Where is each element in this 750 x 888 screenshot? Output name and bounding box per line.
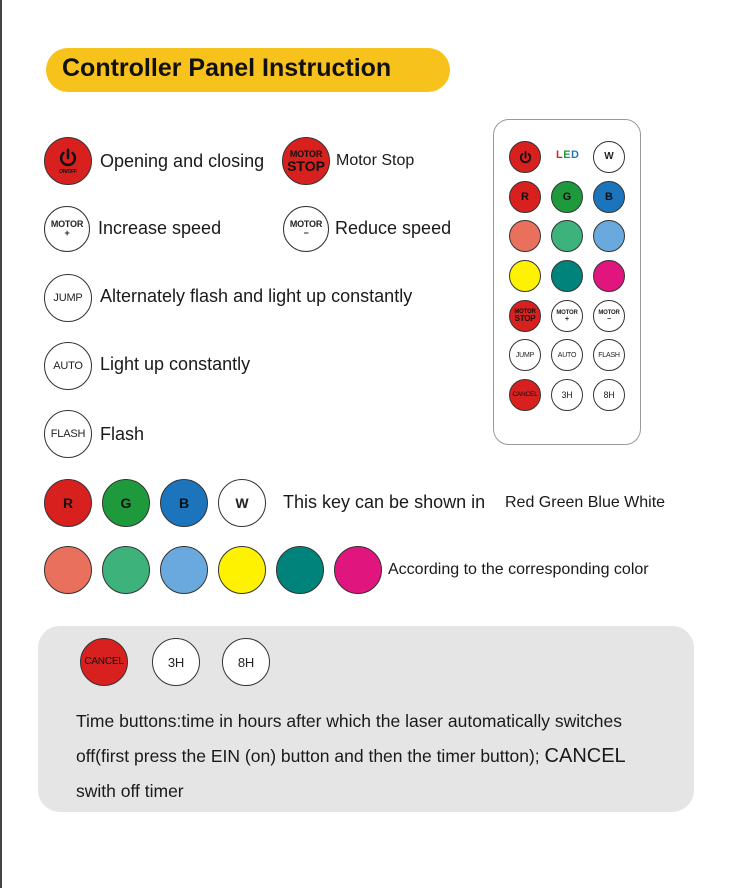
label-opening-closing: Opening and closing (100, 151, 265, 171)
w-button[interactable] (218, 479, 266, 527)
plus-text: + (565, 315, 569, 323)
remote-r-button[interactable] (509, 181, 541, 213)
remote-swatch-mint[interactable] (551, 220, 583, 252)
led-text: LED (556, 149, 580, 161)
remote-g-button[interactable] (551, 181, 583, 213)
w-text: W (604, 151, 614, 162)
8h-button[interactable] (222, 638, 270, 686)
motor-plus-button[interactable] (44, 206, 90, 252)
timer-description (76, 704, 676, 809)
swatch-sky[interactable] (160, 546, 208, 594)
left-border (0, 0, 2, 888)
swatch-mint[interactable] (102, 546, 150, 594)
remote-jump-button[interactable] (509, 339, 541, 371)
remote-motor-plus-button[interactable] (551, 300, 583, 332)
power-icon (57, 147, 79, 169)
swatch-teal[interactable] (276, 546, 324, 594)
swatch-magenta[interactable] (334, 546, 382, 594)
motor-text: MOTOR (289, 148, 323, 159)
motor-text: MOTOR (598, 309, 620, 316)
g-button[interactable] (102, 479, 150, 527)
remote-swatch-salmon[interactable] (509, 220, 541, 252)
plus-text: + (64, 228, 70, 238)
remote-auto-button[interactable] (551, 339, 583, 371)
onoff-text: ON/OFF (59, 169, 77, 175)
auto-text: AUTO (53, 359, 83, 372)
cancel-text: CANCEL (512, 390, 538, 398)
8h-text: 8H (237, 654, 255, 670)
title-banner (46, 48, 450, 92)
remote-cancel-button[interactable] (509, 379, 541, 411)
remote-8h-button[interactable] (593, 379, 625, 411)
b-text: B (605, 190, 613, 203)
page-title: Controller Panel Instruction (62, 54, 392, 82)
minus-text: − (303, 228, 309, 238)
stop-text: STOP (287, 157, 325, 174)
remote-swatch-teal[interactable] (551, 260, 583, 292)
cancel-button[interactable] (80, 638, 128, 686)
label-motor-stop: Motor Stop (336, 152, 415, 169)
flash-text: FLASH (50, 427, 86, 440)
auto-button[interactable] (44, 342, 92, 390)
remote-swatch-sky[interactable] (593, 220, 625, 252)
remote-w-button[interactable] (593, 141, 625, 173)
motor-text: MOTOR (514, 309, 536, 315)
flash-text: FLASH (598, 351, 620, 359)
timer-line-1: Time buttons:time in hours after which the laser automatically switches (76, 711, 622, 731)
minus-text: − (607, 315, 611, 323)
flash-button[interactable] (44, 410, 92, 458)
label-flash: Flash (100, 424, 145, 444)
label-rgbw-colors: Red Green Blue White (505, 494, 666, 511)
motor-stop-button[interactable] (282, 137, 330, 185)
timer-line-2a: off(first press the EIN (on) button and then the timer button); (76, 746, 540, 766)
remote-led-label (556, 149, 580, 161)
8h-text: 8H (603, 389, 615, 400)
motor-minus-button[interactable] (283, 206, 329, 252)
stop-text: STOP (514, 314, 536, 323)
remote-motor-stop-button[interactable] (509, 300, 541, 332)
jump-text: JUMP (53, 291, 83, 304)
jump-button[interactable] (44, 274, 92, 322)
label-increase-speed: Increase speed (98, 218, 222, 238)
label-swatches: According to the corresponding color (388, 561, 649, 578)
timer-line-2 (76, 739, 676, 774)
r-text: R (62, 495, 74, 511)
remote-controller (493, 119, 641, 445)
g-text: G (120, 495, 132, 511)
remote-swatch-magenta[interactable] (593, 260, 625, 292)
swatch-yellow[interactable] (218, 546, 266, 594)
label-rgbw-prefix: This key can be shown in (283, 492, 486, 512)
timer-line-3: swith off timer (76, 781, 184, 801)
jump-text: JUMP (515, 351, 535, 359)
cancel-text: CANCEL (84, 656, 124, 667)
remote-onoff-button[interactable] (509, 141, 541, 173)
r-button[interactable] (44, 479, 92, 527)
remote-b-button[interactable] (593, 181, 625, 213)
r-text: R (521, 190, 529, 203)
3h-text: 3H (167, 654, 185, 670)
3h-button[interactable] (152, 638, 200, 686)
b-text: B (178, 495, 190, 511)
remote-flash-button[interactable] (593, 339, 625, 371)
onoff-button[interactable] (44, 137, 92, 185)
b-button[interactable] (160, 479, 208, 527)
timer-line-2b: CANCEL (544, 745, 626, 767)
power-icon (518, 150, 533, 165)
label-jump: Alternately flash and light up constantly (100, 286, 413, 306)
label-reduce-speed: Reduce speed (335, 218, 452, 238)
remote-3h-button[interactable] (551, 379, 583, 411)
w-text: W (235, 495, 249, 511)
remote-motor-minus-button[interactable] (593, 300, 625, 332)
swatch-salmon[interactable] (44, 546, 92, 594)
g-text: G (562, 190, 572, 203)
auto-text: AUTO (557, 351, 577, 359)
label-auto: Light up constantly (100, 354, 251, 374)
motor-text: MOTOR (289, 219, 323, 229)
motor-text: MOTOR (556, 309, 578, 316)
motor-text: MOTOR (50, 219, 84, 229)
3h-text: 3H (561, 389, 573, 400)
remote-swatch-yellow[interactable] (509, 260, 541, 292)
